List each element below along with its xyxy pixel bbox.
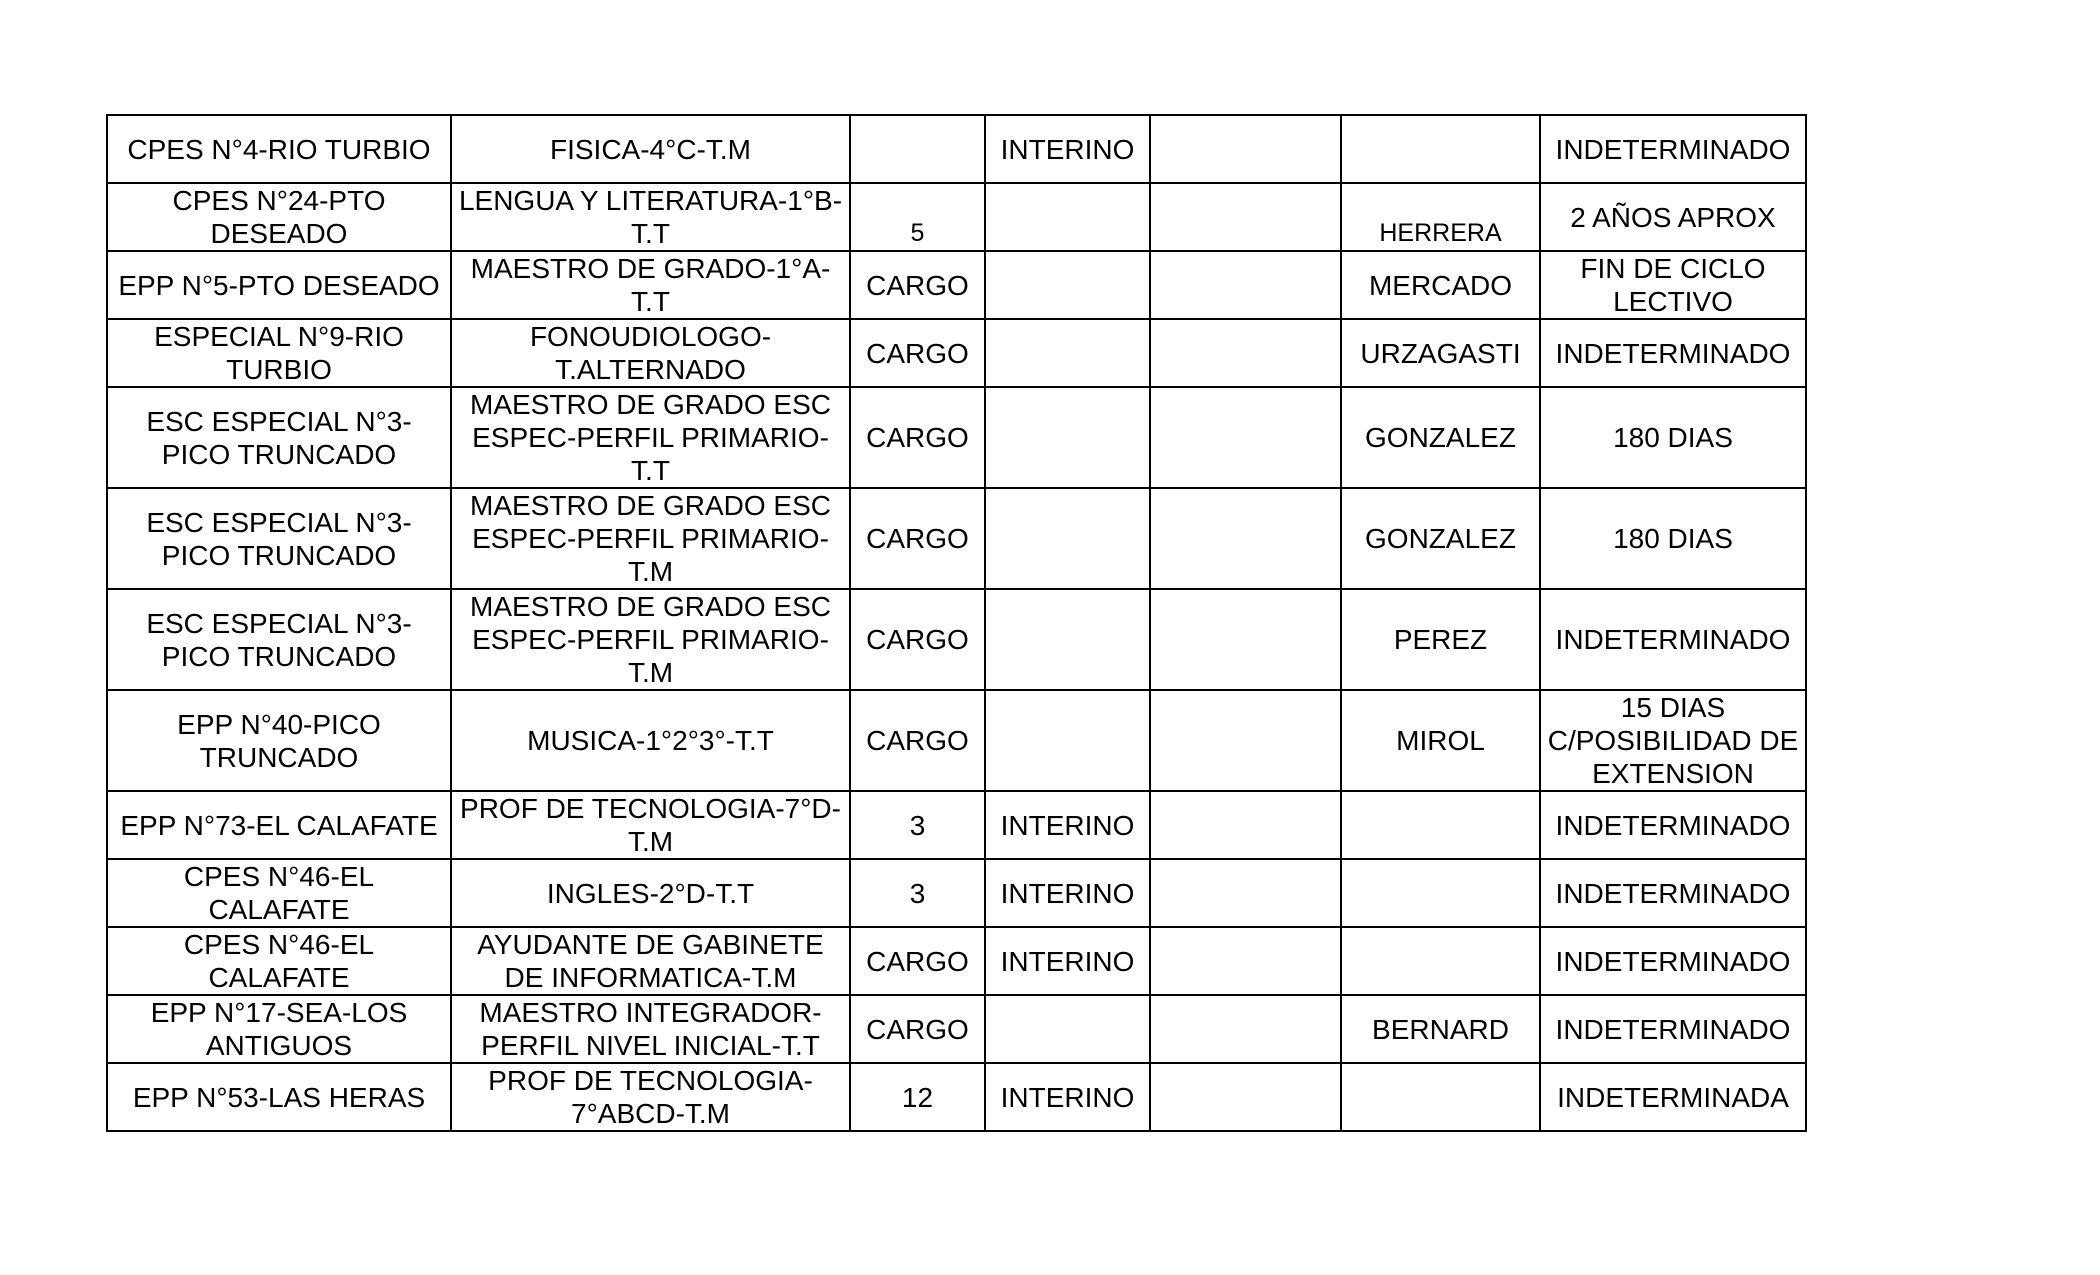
empty-cell xyxy=(1150,791,1341,859)
school-cell: EPP N°5-PTO DESEADO xyxy=(107,251,451,319)
empty-cell xyxy=(1150,995,1341,1063)
status-cell xyxy=(985,387,1150,488)
hours-cell: CARGO xyxy=(850,927,985,995)
hours-cell: CARGO xyxy=(850,690,985,791)
holder-cell: MERCADO xyxy=(1341,251,1540,319)
position-cell: PROF DE TECNOLOGIA-7°ABCD-T.M xyxy=(451,1063,850,1131)
hours-cell: CARGO xyxy=(850,589,985,690)
holder-cell xyxy=(1341,859,1540,927)
status-cell xyxy=(985,251,1150,319)
hours-cell: CARGO xyxy=(850,251,985,319)
duration-cell: INDETERMINADO xyxy=(1540,859,1806,927)
school-cell: ESC ESPECIAL N°3-PICO TRUNCADO xyxy=(107,387,451,488)
status-cell: INTERINO xyxy=(985,927,1150,995)
duration-cell: INDETERMINADO xyxy=(1540,319,1806,387)
empty-cell xyxy=(1150,183,1341,251)
position-cell: MUSICA-1°2°3°-T.T xyxy=(451,690,850,791)
school-cell: EPP N°53-LAS HERAS xyxy=(107,1063,451,1131)
hours-cell: 12 xyxy=(850,1063,985,1131)
position-cell: FONOUDIOLOGO-T.ALTERNADO xyxy=(451,319,850,387)
position-cell: MAESTRO DE GRADO ESC ESPEC-PERFIL PRIMARIO-T.M xyxy=(451,589,850,690)
status-cell: INTERINO xyxy=(985,1063,1150,1131)
school-cell: EPP N°40-PICO TRUNCADO xyxy=(107,690,451,791)
hours-cell: 3 xyxy=(850,791,985,859)
position-cell: MAESTRO INTEGRADOR-PERFIL NIVEL INICIAL-T.T xyxy=(451,995,850,1063)
table-row xyxy=(107,488,1806,589)
status-cell xyxy=(985,319,1150,387)
hours-cell: 5 xyxy=(850,183,985,251)
status-cell: INTERINO xyxy=(985,859,1150,927)
duration-cell: 15 DIAS C/POSIBILIDAD DE EXTENSION xyxy=(1540,690,1806,791)
table-row xyxy=(107,927,1806,995)
status-cell xyxy=(985,995,1150,1063)
status-cell xyxy=(985,589,1150,690)
duration-cell: INDETERMINADO xyxy=(1540,115,1806,183)
table-row xyxy=(107,319,1806,387)
position-cell: MAESTRO DE GRADO-1°A-T.T xyxy=(451,251,850,319)
table-row xyxy=(107,251,1806,319)
table-row xyxy=(107,859,1806,927)
vacancies-table xyxy=(106,114,1807,1132)
holder-cell: GONZALEZ xyxy=(1341,387,1540,488)
holder-cell: URZAGASTI xyxy=(1341,319,1540,387)
table-row xyxy=(107,387,1806,488)
table-row xyxy=(107,589,1806,690)
school-cell: CPES N°46-EL CALAFATE xyxy=(107,859,451,927)
school-cell: EPP N°17-SEA-LOS ANTIGUOS xyxy=(107,995,451,1063)
duration-cell: 2 AÑOS APROX xyxy=(1540,183,1806,251)
empty-cell xyxy=(1150,1063,1341,1131)
table-row xyxy=(107,1063,1806,1131)
duration-cell: INDETERMINADA xyxy=(1540,1063,1806,1131)
table-row xyxy=(107,115,1806,183)
holder-cell: PEREZ xyxy=(1341,589,1540,690)
hours-cell: 3 xyxy=(850,859,985,927)
hours-cell: CARGO xyxy=(850,995,985,1063)
duration-cell: INDETERMINADO xyxy=(1540,589,1806,690)
holder-cell xyxy=(1341,1063,1540,1131)
hours-cell xyxy=(850,115,985,183)
position-cell: MAESTRO DE GRADO ESC ESPEC-PERFIL PRIMARIO-T.T xyxy=(451,387,850,488)
empty-cell xyxy=(1150,319,1341,387)
table-row xyxy=(107,995,1806,1063)
position-cell: FISICA-4°C-T.M xyxy=(451,115,850,183)
empty-cell xyxy=(1150,690,1341,791)
position-cell: AYUDANTE DE GABINETE DE INFORMATICA-T.M xyxy=(451,927,850,995)
table-row xyxy=(107,690,1806,791)
school-cell: ESPECIAL N°9-RIO TURBIO xyxy=(107,319,451,387)
school-cell: CPES N°4-RIO TURBIO xyxy=(107,115,451,183)
duration-cell: INDETERMINADO xyxy=(1540,995,1806,1063)
holder-cell xyxy=(1341,927,1540,995)
table-row xyxy=(107,183,1806,251)
duration-cell: 180 DIAS xyxy=(1540,387,1806,488)
empty-cell xyxy=(1150,115,1341,183)
school-cell: CPES N°24-PTO DESEADO xyxy=(107,183,451,251)
empty-cell xyxy=(1150,387,1341,488)
empty-cell xyxy=(1150,589,1341,690)
duration-cell: INDETERMINADO xyxy=(1540,791,1806,859)
status-cell: INTERINO xyxy=(985,791,1150,859)
position-cell: PROF DE TECNOLOGIA-7°D-T.M xyxy=(451,791,850,859)
empty-cell xyxy=(1150,488,1341,589)
holder-cell xyxy=(1341,115,1540,183)
table-row xyxy=(107,791,1806,859)
status-cell xyxy=(985,183,1150,251)
status-cell xyxy=(985,488,1150,589)
holder-cell xyxy=(1341,791,1540,859)
holder-cell: GONZALEZ xyxy=(1341,488,1540,589)
empty-cell xyxy=(1150,251,1341,319)
position-cell: MAESTRO DE GRADO ESC ESPEC-PERFIL PRIMARIO-T.M xyxy=(451,488,850,589)
status-cell xyxy=(985,690,1150,791)
position-cell: LENGUA Y LITERATURA-1°B-T.T xyxy=(451,183,850,251)
empty-cell xyxy=(1150,859,1341,927)
duration-cell: 180 DIAS xyxy=(1540,488,1806,589)
hours-cell: CARGO xyxy=(850,488,985,589)
duration-cell: FIN DE CICLO LECTIVO xyxy=(1540,251,1806,319)
hours-cell: CARGO xyxy=(850,387,985,488)
hours-cell: CARGO xyxy=(850,319,985,387)
position-cell: INGLES-2°D-T.T xyxy=(451,859,850,927)
school-cell: CPES N°46-EL CALAFATE xyxy=(107,927,451,995)
school-cell: ESC ESPECIAL N°3-PICO TRUNCADO xyxy=(107,589,451,690)
duration-cell: INDETERMINADO xyxy=(1540,927,1806,995)
school-cell: EPP N°73-EL CALAFATE xyxy=(107,791,451,859)
empty-cell xyxy=(1150,927,1341,995)
school-cell: ESC ESPECIAL N°3-PICO TRUNCADO xyxy=(107,488,451,589)
holder-cell: HERRERA xyxy=(1341,183,1540,251)
status-cell: INTERINO xyxy=(985,115,1150,183)
holder-cell: BERNARD xyxy=(1341,995,1540,1063)
holder-cell: MIROL xyxy=(1341,690,1540,791)
